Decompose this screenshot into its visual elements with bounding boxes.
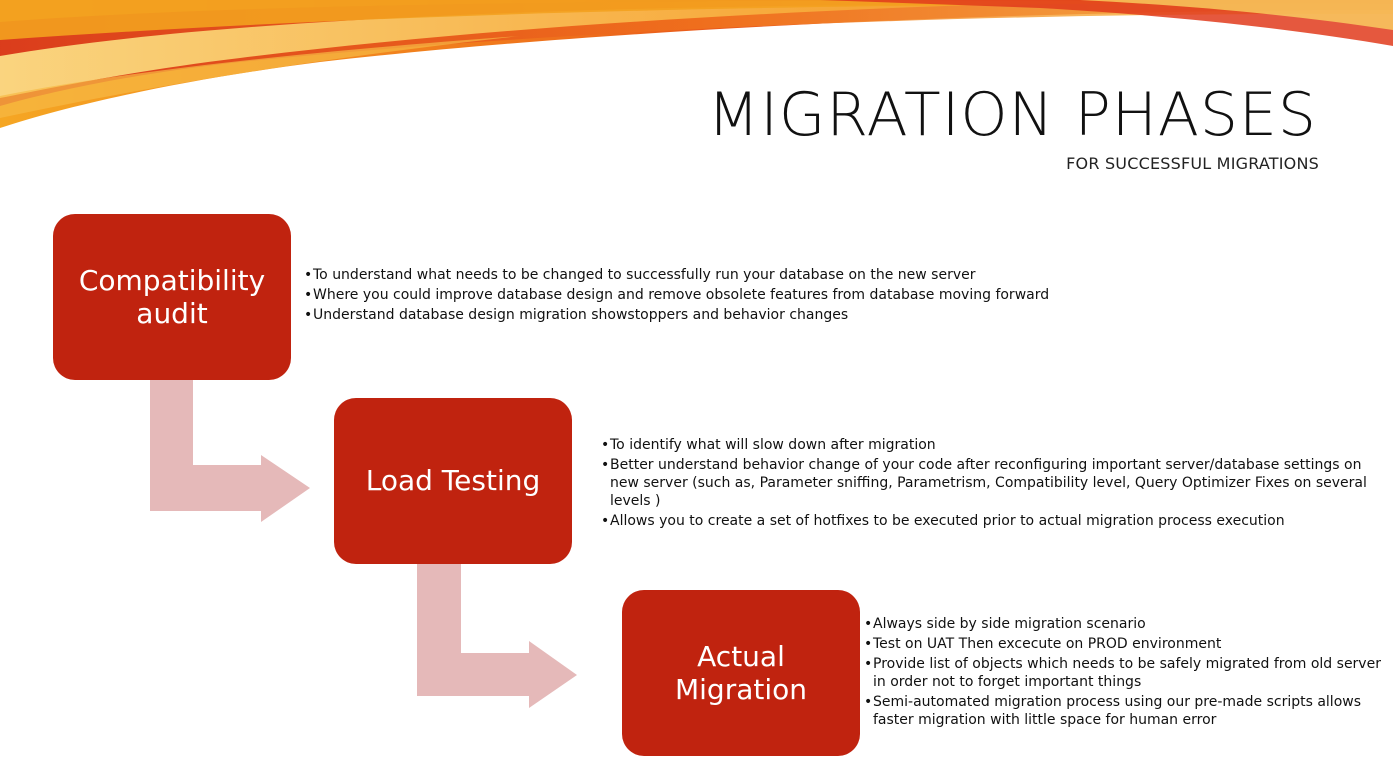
bullet-item: • To understand what needs to be changed to successfully run your database on the new server (304, 266, 1384, 284)
bullet-item: • Better understand behavior change of your code after reconfiguring important server/database settings on new server (such as, Parameter sniffing, Parametrism, Compatibility level, Query Optimizer Fixes on several levels ) (601, 456, 1391, 510)
connector-arrow-1-to-2 (150, 380, 310, 522)
slide-title: MIGRATION PHASES (707, 80, 1317, 150)
connector-arrow-2-to-3 (417, 563, 577, 708)
bullet-item: • Semi-automated migration process using our pre-made scripts allows faster migration with little space for human error (864, 693, 1389, 729)
phase-label: Actual Migration (674, 639, 807, 706)
slide-subtitle: FOR SUCCESSFUL MIGRATIONS (1066, 154, 1319, 173)
phase-label: Compatibility audit (78, 263, 266, 330)
phase-label: Load Testing (365, 464, 541, 498)
load-testing-bullets (601, 436, 1391, 532)
bullet-item: • Where you could improve database design and remove obsolete features from database moving forward (304, 286, 1384, 304)
phase-box-actual-migration (622, 590, 860, 756)
phase-box-load-testing (334, 398, 572, 564)
bullet-item: • Provide list of objects which needs to be safely migrated from old server in order not to forget important things (864, 655, 1389, 691)
compatibility-audit-bullets (304, 266, 1384, 326)
phase-box-compatibility-audit (53, 214, 291, 380)
bullet-item: • Understand database design migration showstoppers and behavior changes (304, 306, 1384, 324)
bullet-item: • Always side by side migration scenario (864, 615, 1389, 633)
bullet-item: • Test on UAT Then excecute on PROD environment (864, 635, 1389, 653)
bullet-item: • To identify what will slow down after migration (601, 436, 1391, 454)
bullet-item: • Allows you to create a set of hotfixes to be executed prior to actual migration process execution (601, 512, 1391, 530)
actual-migration-bullets (864, 615, 1389, 731)
